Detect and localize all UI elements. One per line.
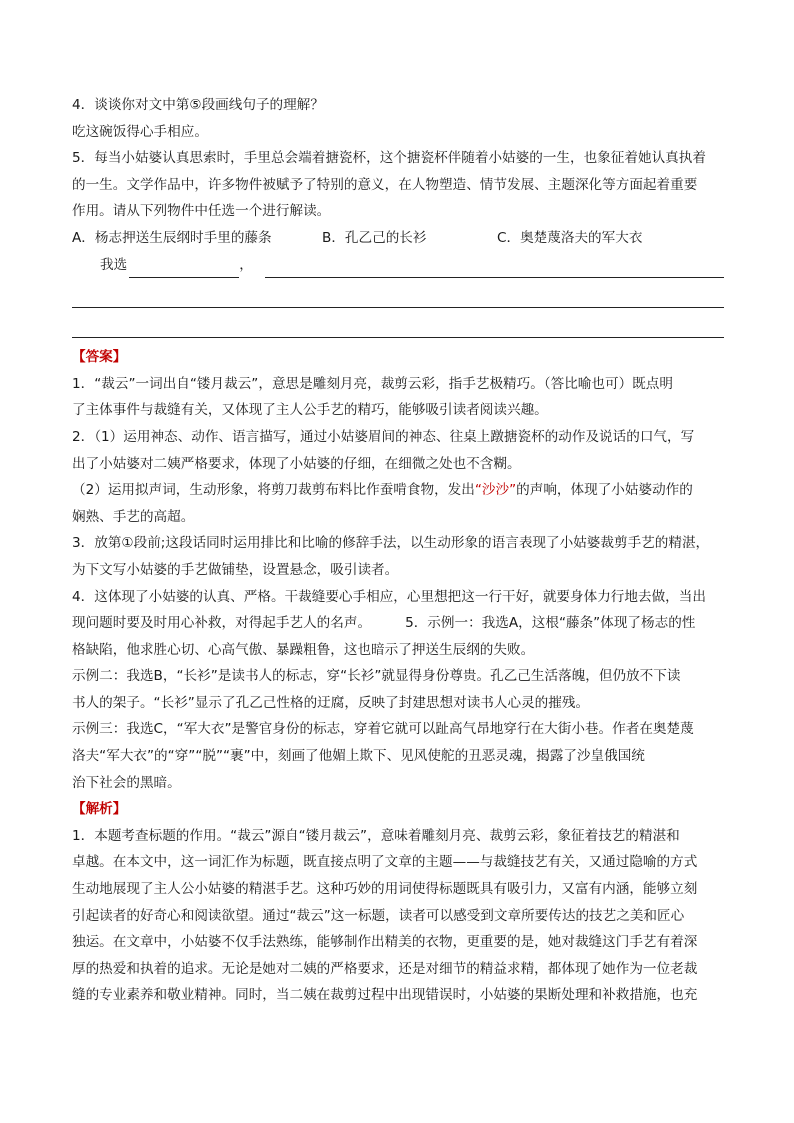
question-5-line-3: 作用。请从下列物件中任选一个进行解读。 bbox=[72, 203, 331, 220]
reason-blank-1[interactable] bbox=[265, 261, 724, 278]
answer-4-line-1: 4．这体现了小姑婆的认真、严格。干裁缝要心手相应，心里想把这一行干好，就要身体力行地去做，当出 bbox=[72, 588, 706, 605]
answer-choose-row bbox=[72, 252, 724, 279]
example-3-line-1: 示例三：我选C，“军大衣”是警官身份的标志，穿着它就可以趾高气昂地穿行在大街小巷。作者在奥楚蔑 bbox=[72, 721, 694, 738]
reason-blank-2[interactable] bbox=[72, 278, 724, 308]
answer-heading: 【答案】 bbox=[72, 349, 127, 366]
analysis-line-6: 厚的热爱和执着的追求。无论是她对二姨的严格要求，还是对细节的精益求精，都体现了她作为一位老裁 bbox=[72, 960, 698, 977]
choose-label: 我选 bbox=[100, 256, 128, 273]
question-5-options bbox=[72, 225, 724, 252]
option-b: B．孔乙己的长衫 bbox=[322, 229, 427, 246]
option-c: C．奥楚蔑洛夫的军大衣 bbox=[497, 229, 643, 246]
option-a: A．杨志押送生辰纲时手里的藤条 bbox=[72, 229, 272, 246]
choice-blank[interactable] bbox=[129, 261, 239, 278]
reason-blank-3[interactable] bbox=[72, 308, 724, 338]
analysis-line-3: 生动地展现了主人公小姑婆的精湛手艺。这种巧妙的用词使得标题既具有吸引力，又富有内涵，能够立刻 bbox=[72, 881, 698, 898]
question-5-line-2: 的一生。文学作品中，许多物件被赋予了特别的意义，在人物塑造、情节发展、主题深化等方面起着重要 bbox=[72, 176, 698, 193]
example-2-line-2: 书人的架子。“长衫”显示了孔乙己性格的迂腐，反映了封建思想对读书人心灵的摧残。 bbox=[72, 694, 590, 711]
answer-2-line-3-pre: （2）运用拟声词，生动形象，将剪刀裁剪布料比作蚕啃食物，发出 bbox=[72, 482, 475, 499]
answer-2-line-3 bbox=[72, 477, 724, 504]
answer-3-line-1: 3．放第①段前;这段话同时运用排比和比喻的修辞手法，以生动形象的语言表现了小姑婆裁剪手艺的精湛， bbox=[72, 535, 710, 552]
answer-1-line-1: 1．“裁云”一词出自“镂月裁云”，意思是雕刻月亮，裁剪云彩，指手艺极精巧。（答比喻也可）既点明 bbox=[72, 375, 673, 392]
answer-2-line-4: 娴熟、手艺的高超。 bbox=[72, 508, 195, 525]
analysis-heading: 【解析】 bbox=[72, 801, 127, 818]
answer-2-line-1: 2．（1）运用神态、动作、语言描写，通过小姑婆眉间的神态、往桌上蹾搪瓷杯的动作及说话的口气，写 bbox=[72, 428, 695, 445]
example-3-line-3: 治下社会的黑暗。 bbox=[72, 774, 181, 791]
analysis-line-4: 引起读者的好奇心和阅读欲望。通过“裁云”这一标题，读者可以感受到文章所要传达的技艺之美和匠心 bbox=[72, 907, 685, 924]
analysis-line-7: 缝的专业素养和敬业精神。同时，当二姨在裁剪过程中出现错误时，小姑婆的果断处理和补救措施，也充 bbox=[72, 987, 698, 1004]
example-2-line-1: 示例二：我选B，“长衫”是读书人的标志，穿“长衫”就显得身份尊贵。孔乙己生活落魄，但仍放不下读 bbox=[72, 668, 681, 685]
answer-4-line-2-pre: 现问题时要及时用心补救，对得起手艺人的名声。 bbox=[72, 615, 372, 632]
answer-1-line-2: 了主体事件与裁缝有关，又体现了主人公手艺的精巧，能够吸引读者阅读兴趣。 bbox=[72, 402, 548, 419]
answer-2-line-2: 出了小姑婆对二姨严格要求，体现了小姑婆的仔细，在细微之处也不含糊。 bbox=[72, 455, 521, 472]
answer-5-example-1-line-2: 格缺陷，他求胜心切、心高气傲、暴躁粗鲁，这也暗示了押送生辰纲的失败。 bbox=[72, 641, 535, 658]
analysis-line-1: 1．本题考查标题的作用。“裁云”源自“镂月裁云”，意味着雕刻月亮、裁剪云彩，象征着技艺的精湛和 bbox=[72, 827, 680, 844]
answer-5-example-1-start: 5．示例一：我选A，这根“藤条”体现了杨志的性 bbox=[405, 615, 696, 632]
question-5-line-1: 5．每当小姑婆认真思索时，手里总会端着搪瓷杯，这个搪瓷杯伴随着小姑婆的一生，也象征着她认真执着 bbox=[72, 150, 706, 167]
answer-3-line-2: 为下文写小姑婆的手艺做铺垫，设置悬念，吸引读者。 bbox=[72, 561, 399, 578]
choose-comma: ， bbox=[239, 256, 253, 273]
question-4: 4．谈谈你对文中第⑤段画线句子的理解？ bbox=[72, 97, 324, 113]
answer-4-line-2 bbox=[72, 610, 724, 637]
analysis-line-2: 卓越。在本文中，这一词汇作为标题，既直接点明了文章的主题——与裁缝技艺有关，又通过隐喻的方式 bbox=[72, 854, 698, 871]
analysis-line-5: 独运。在文章中，小姑婆不仅手法熟练，能够制作出精美的衣物，更重要的是，她对裁缝这门手艺有着深 bbox=[72, 934, 698, 951]
onomatopoeia-quote: “沙沙” bbox=[474, 482, 517, 499]
question-4-text: 吃这碗饭得心手相应。 bbox=[72, 123, 208, 140]
example-3-line-2: 洛夫“军大衣”的“穿”“脱”“裹”中，刻画了他媚上欺下、见风使舵的丑恶灵魂，揭露了沙皇俄国统 bbox=[72, 748, 645, 765]
answer-2-line-3-post: 的声响，体现了小姑婆动作的 bbox=[516, 482, 693, 499]
document-page bbox=[72, 92, 724, 1009]
